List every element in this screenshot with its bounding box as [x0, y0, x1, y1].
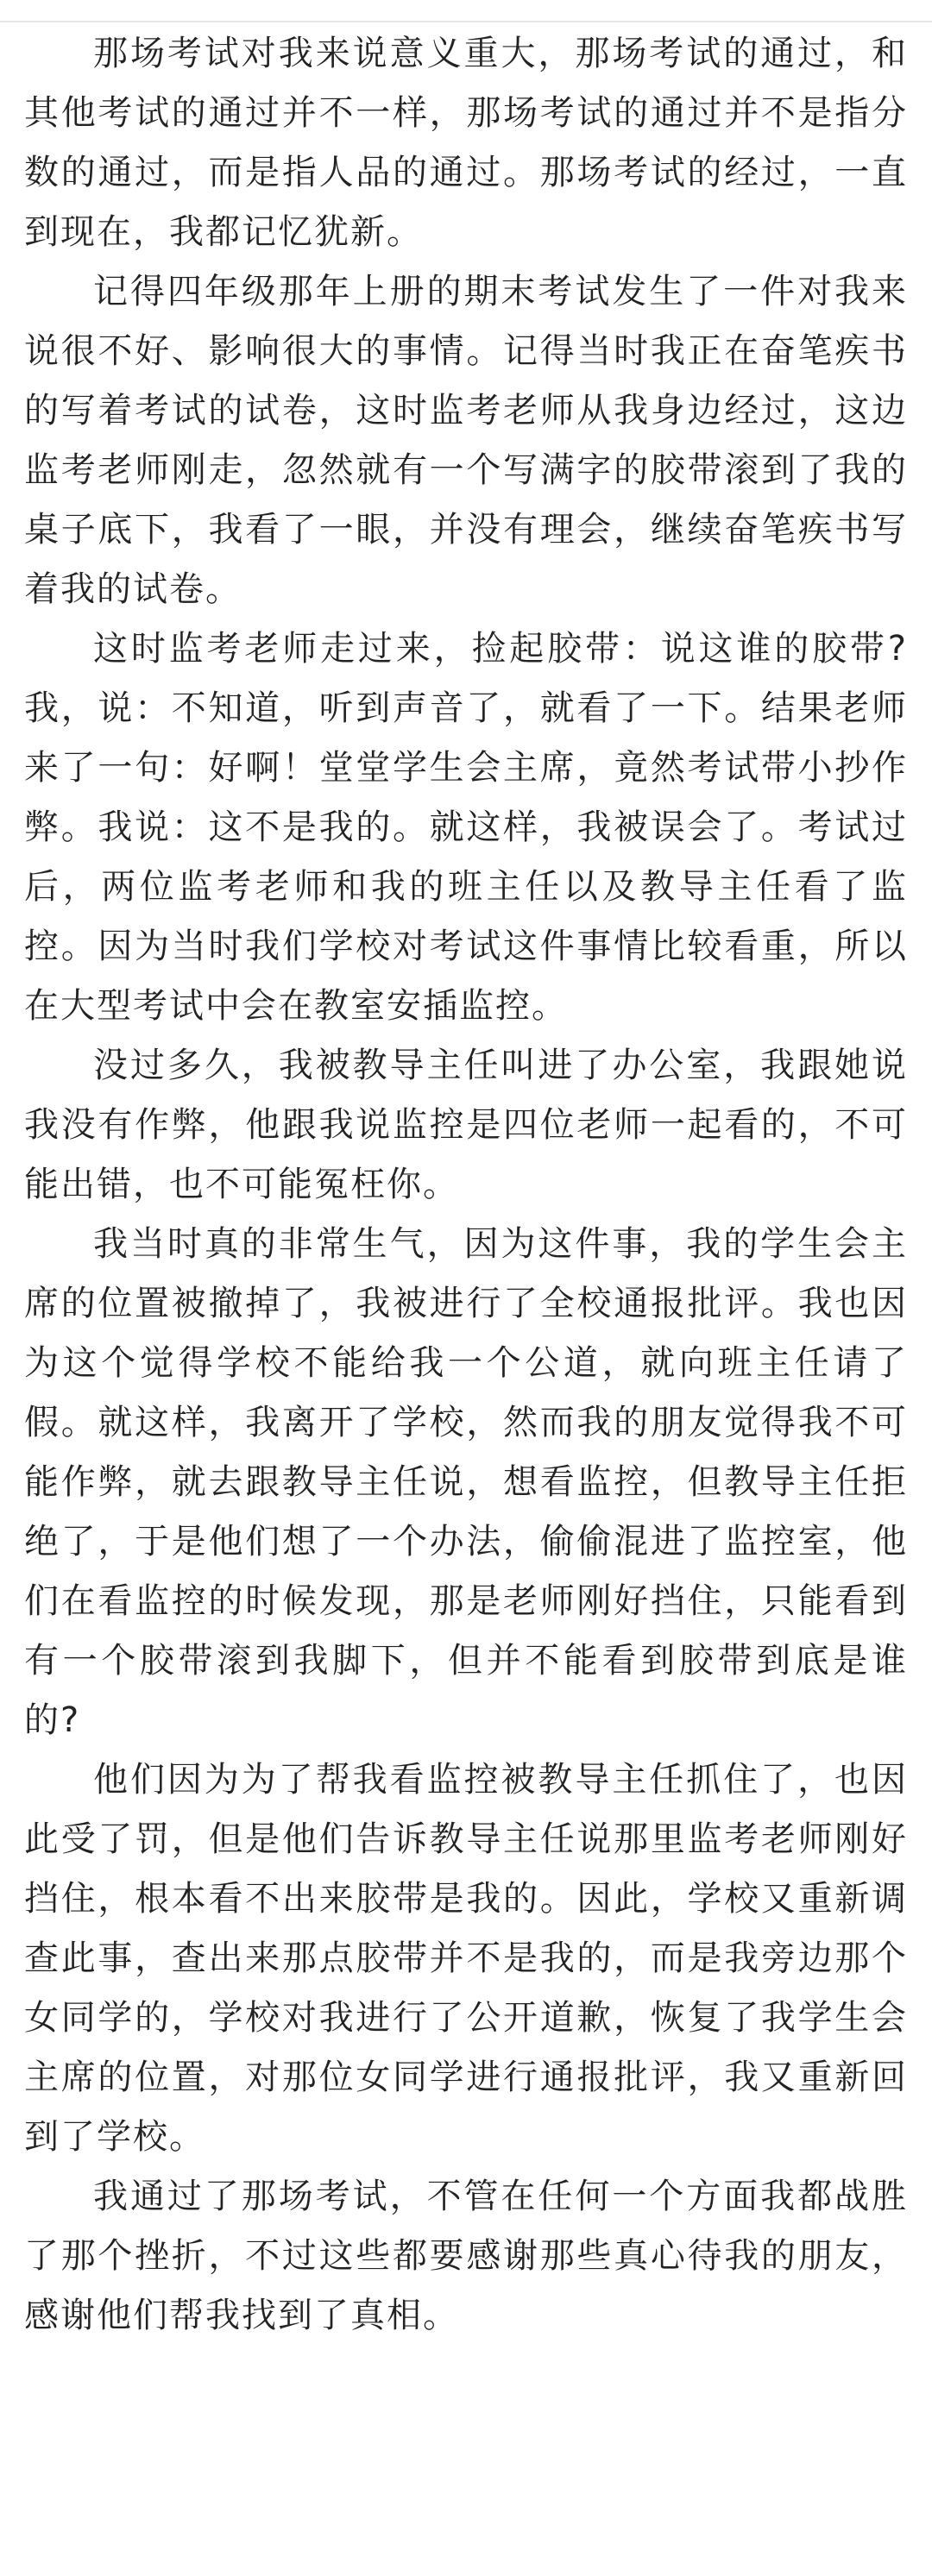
article-body	[24, 24, 908, 2346]
paragraph: 他们因为为了帮我看监控被教导主任抓住了，也因此受了罚，但是他们告诉教导主任说那里监考老师刚好挡住，根本看不出来胶带是我的。因此，学校又重新调查此事，查出来那点胶带并不是我的，而是我旁边那个女同学的，学校对我进行了公开道歉，恢复了我学生会主席的位置，对那位女同学进行通报批评，我又重新回到了学校。	[24, 1760, 908, 2157]
paragraph: 我当时真的非常生气，因为这件事，我的学生会主席的位置被撤掉了，我被进行了全校通报批评。我也因为这个觉得学校不能给我一个公道，就向班主任请了假。就这样，我离开了学校，然而我的朋友觉得我不可能作弊，就去跟教导主任说，想看监控，但教导主任拒绝了，于是他们想了一个办法，偷偷混进了监控室，他们在看监控的时候发现，那是老师刚好挡住，只能看到有一个胶带滚到我脚下，但并不能看到胶带到底是谁的?	[24, 1224, 908, 1740]
paragraph: 这时监考老师走过来，捡起胶带：说这谁的胶带?我，说：不知道，听到声音了，就看了一下。结果老师来了一句：好啊！堂堂学生会主席，竟然考试带小抄作弊。我说：这不是我的。就这样，我被误会了。考试过后，两位监考老师和我的班主任以及教导主任看了监控。因为当时我们学校对考试这件事情比较看重，所以在大型考试中会在教室安插监控。	[24, 629, 908, 1026]
paragraph: 记得四年级那年上册的期末考试发生了一件对我来说很不好、影响很大的事情。记得当时我正在奋笔疾书的写着考试的试卷，这时监考老师从我身边经过，这边监考老师刚走，忽然就有一个写满字的胶带滚到了我的桌子底下，我看了一眼，并没有理会，继续奋笔疾书写着我的试卷。	[24, 272, 908, 609]
paragraph: 没过多久，我被教导主任叫进了办公室，我跟她说我没有作弊，他跟我说监控是四位老师一起看的，不可能出错，也不可能冤枉你。	[24, 1046, 908, 1204]
top-divider	[0, 21, 932, 22]
paragraph: 那场考试对我来说意义重大，那场考试的通过，和其他考试的通过并不一样，那场考试的通过并不是指分数的通过，而是指人品的通过。那场考试的经过，一直到现在，我都记忆犹新。	[24, 34, 908, 252]
paragraph: 我通过了那场考试，不管在任何一个方面我都战胜了那个挫折，不过这些都要感谢那些真心待我的朋友，感谢他们帮我找到了真相。	[24, 2177, 908, 2335]
